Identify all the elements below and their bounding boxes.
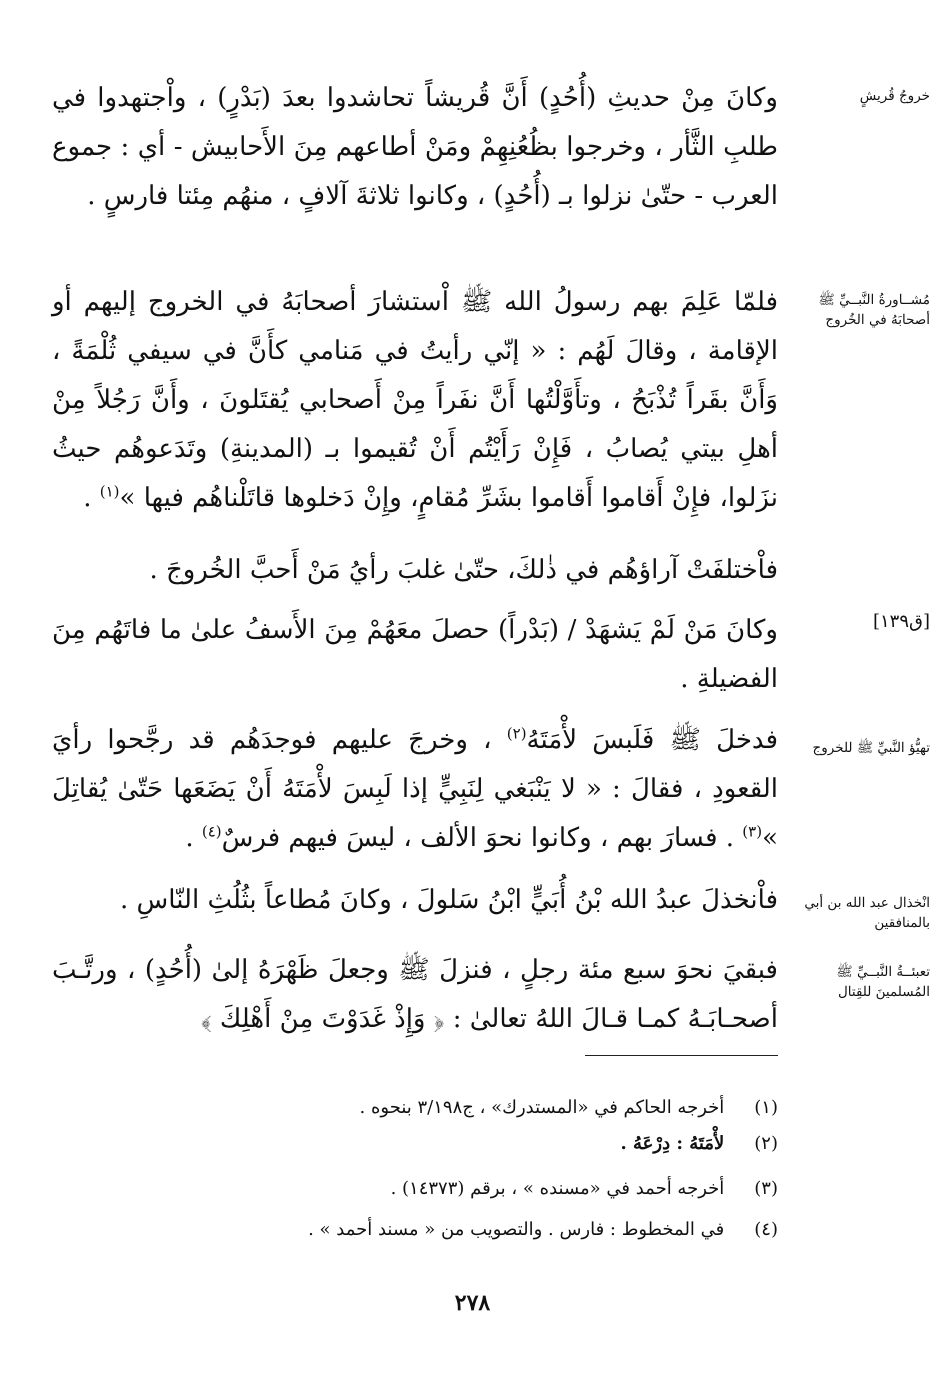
paragraph-7-text: فبقيَ نحوَ سبع مئة رجلٍ ، فنزلَ ﷺ وجعلَ ظَهْرَهُ إلىٰ (أُحُدٍ) ، ورتَّـبَ أصحـابَـهُ كمـا قـالَ اللهُ تعالىٰ : ﴿ وَإِذْ غَدَوْتَ مِنْ أَهْلِكَ ﴾ (52, 955, 778, 1034)
paragraph-5-text-a: فدخلَ ﷺ فَلَبسَ لأْمَتَهُ (526, 725, 778, 755)
paragraph-2: فلمّا عَلِمَ بهم رسولُ الله ﷺ اْستشارَ أصحابَهُ في الخروج إليهم أو الإقامة ، وقالَ لَهُم : « إنّي رأيتُ في مَنامي كأَنَّ في سيفي ثُلْمَةً ، وَأَنَّ بقَراً تُذْبَحُ ، وتأَوَّلْتُها أَنَّ نفَراً مِنْ أَصحابي يُقتَلونَ ، وأَنَّ رَجُلاً مِنْ أهلِ بيتي يُصابُ ، فَإِنْ رَأَيْتُم أَنْ تُقيموا بـ (المدينةِ) وتَدَعوهُم حيثُ نزَلوا، فإِنْ أَقاموا أَقاموا بشَرِّ مُقامٍ، وإِنْ دَخلوها قاتَلْناهُم فيها »$^{(١)}$ . (52, 287, 778, 513)
footnote-ref-2: (٢) (506, 724, 527, 743)
footnote-1-number: (١) (754, 1097, 778, 1118)
paragraph-4-text: وكانَ مَنْ لَمْ يَشهَدْ / (بَدْراً) حصلَ معَهُمْ مِنَ الأَسفُ علىٰ ما فاتَهُم مِنَ الفضيلةِ . (52, 615, 778, 694)
footnote-3-text: أخرجه أحمد في «مسنده » ، برقم (١٤٣٧٣) . (390, 1178, 725, 1199)
paragraph-5-text-c: . فسارَ بهم ، وكانوا نحوَ الألف ، ليسَ فيهم فرسٌ (221, 823, 735, 853)
paragraph-3-text: فاْختلفَتْ آراؤهُم في ذٰلكَ، حتّىٰ غلبَ رأيُ مَنْ أَحبَّ الخُروجَ . (149, 555, 778, 585)
footnote-ref-3: (٣) (742, 822, 763, 841)
paragraph-4 (52, 606, 778, 704)
footnote-separator (585, 1055, 778, 1056)
paragraph-2-text: فلمّا عَلِمَ بهم رسولُ الله ﷺ اْستشارَ أصحابَهُ في الخروج إليهم أو الإقامة ، وقالَ لَهُم : « إنّي رأيتُ في مَنامي كأَنَّ في سيفي ثُلْمَةً ، وَأَنَّ بقَراً تُذْبَحُ ، وتأَوَّلْتُها أَنَّ نفَراً مِنْ أَصحابي يُقتَلونَ ، وأَنَّ رَجُلاً مِنْ أهلِ بيتي يُصابُ ، فَإِنْ رَأَيْتُم أَنْ تُقيموا بـ (المدينةِ) وتَدَعوهُم حيثُ نزَلوا، فإِنْ أَقاموا أَقاموا بشَرِّ مُقامٍ، وإِنْ دَخلوها قاتَلْناهُم فيها » (52, 287, 778, 513)
side-note-mobilization: تعبئــةُ النَّبــيِّ ﷺ المُسلمينَ للقِتال (836, 964, 930, 1000)
footnote-4 (230, 1214, 778, 1246)
page-number: ٢٧٨ (454, 1290, 491, 1316)
footnote-ref-4: (٤) (201, 822, 222, 841)
footnote-3 (230, 1173, 778, 1205)
footnote-3-number: (٣) (754, 1178, 778, 1199)
paragraph-6 (52, 876, 778, 925)
paragraph-5-text-b: ، وخرجَ عليهم فوجدَهُم قد رجَّحوا رأيَ القعودِ ، فقالَ : « لا يَنْبَغي لِنَبِيٍّ إذا لَبِسَ لأْمَتَهُ أَنْ يَضَعَها حَتّىٰ يُقاتِلَ » (52, 725, 778, 853)
footnote-2 (230, 1128, 778, 1160)
paragraph-3 (52, 546, 778, 595)
footnote-2-text: لأْمَتَهُ : دِرْعَهُ . (620, 1133, 725, 1154)
paragraph-5: فدخلَ ﷺ فَلَبسَ لأْمَتَهُ$^{(٢)}$ ، وخرجَ عليهم فوجدَهُم قد رجَّحوا رأيَ القعودِ ، فقالَ : « لا يَنْبَغي لِنَبِيٍّ إذا لَبِسَ لأْمَتَهُ أَنْ يَضَعَها حَتّىٰ يُقاتِلَ »$^{(٣)}$ . فسارَ بهم ، وكانوا نحوَ الألف ، ليسَ فيهم فرسٌ$^{(٤)}$ . (52, 724, 778, 853)
footnote-2-number: (٢) (754, 1133, 778, 1154)
paragraph-7 (52, 946, 778, 1044)
paragraph-1-text: وكانَ مِنْ حديثِ (أُحُدٍ) أَنَّ قُريشاً تحاشدوا بعدَ (بَدْرٍ) ، واْجتهدوا في طلبِ الثَّأر ، وخرجوا بظُعُنِهِمْ ومَنْ أطاعهم مِنَ الأَحابيش - أي : جموع العرب - حتّىٰ نزلوا بـ (أُحُدٍ) ، وكانوا ثلاثةَ آلافٍ ، منهُم مِئتا فارسٍ . (52, 83, 778, 211)
side-note-manuscript-folio: [ق١٣٩] (872, 611, 930, 632)
side-note-withdrawal: انْخذال عبد الله بن أبي بالمنافقين (804, 895, 930, 931)
side-note-consultation: مُشــاورةُ النَّبــيِّ ﷺ أصحابَهُ في الخُروج (818, 292, 930, 328)
paragraph-6-text: فاْنخذلَ عبدُ الله بْنُ أُبَيٍّ ابْنُ سَلولَ ، وكانَ مُطاعاً بثُلُثِ النّاسِ . (120, 885, 778, 915)
paragraph-1 (52, 74, 778, 221)
footnote-4-number: (٤) (754, 1219, 778, 1240)
footnote-1 (230, 1092, 778, 1124)
side-note-preparation: تهيُّؤ النَّبيِّ ﷺ للخروج (812, 740, 930, 756)
footnote-ref-1: (١) (99, 482, 120, 501)
footnote-1-text: أخرجه الحاكم في «المستدرك» ، ج٣/١٩٨ بنحوه . (359, 1097, 725, 1118)
footnote-4-text: في المخطوط : فارس . والتصويب من « مسند أحمد » . (308, 1219, 725, 1240)
side-note-quraysh: خروجُ قُريشٍ (859, 88, 930, 104)
